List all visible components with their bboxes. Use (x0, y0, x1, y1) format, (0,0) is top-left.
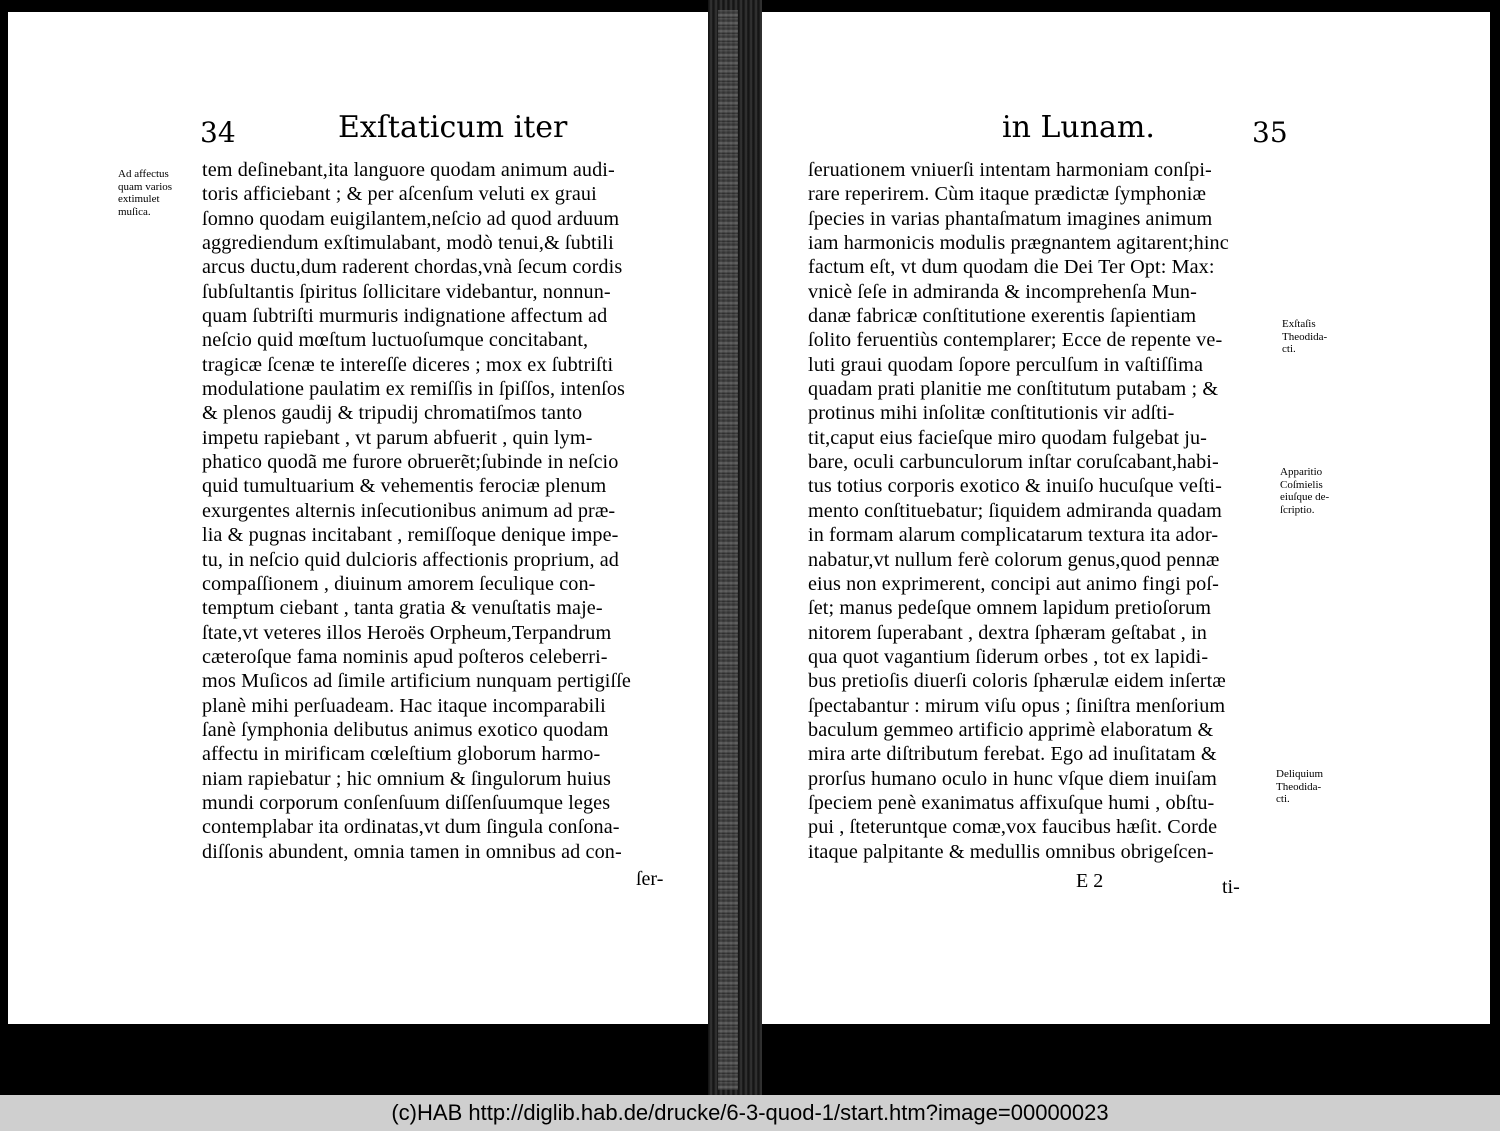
text-line: ſpecies in varias phantaſmatum imagines animum (808, 207, 1213, 230)
right-margin-note-extasis (1282, 318, 1327, 356)
text-line: lia & pugnas incitabant , remiſſoque denique impe- (202, 524, 619, 547)
margin-note-line: Coſmielis (1280, 478, 1323, 491)
margin-note-line: quam varios (118, 180, 173, 193)
text-line: nitorem ſuperabant , dextra ſphæram geſtabat , in (808, 621, 1207, 644)
text-line: ſanè ſymphonia delibutus animus exotico quodam (202, 718, 609, 741)
text-line: quam ſubtriſti murmuris indignatione affectum ad (202, 305, 608, 328)
text-line: bare, oculi carbunculorum inſtar coruſcabant,habi- (808, 451, 1219, 474)
right-catchword: ti- (1222, 876, 1240, 898)
right-body-text (808, 158, 1229, 864)
text-line: luti graui quodam ſopore perculſum in vaſtiſſima (808, 353, 1204, 376)
text-line: baculum gemmeo artificio apprimè elaboratum & (808, 718, 1214, 741)
text-line: mira arte diſtributum ferebat. Ego ad inuſitatam & (808, 743, 1217, 766)
text-line: toris afficiebant ; & per aſcenſum veluti ex graui (202, 183, 597, 206)
text-line: in formam alarum complicatarum textura ita ador- (808, 524, 1219, 547)
text-line: ſtate,vt veteres illos Heroës Orpheum,Terpandrum (202, 621, 612, 644)
text-line: affectu in mirificam cœleſtium globorum harmo- (202, 743, 601, 766)
gutter-texture (718, 10, 738, 1090)
text-line: tus totius corporis exotico & inuiſo hucuſque veſti- (808, 475, 1222, 498)
signature-mark: E 2 (1076, 870, 1104, 892)
text-line: nabatur,vt nullum ferè colorum genus,quod pennæ (808, 548, 1220, 571)
text-line: mento conſtituebatur; ſiquidem admiranda quadam (808, 499, 1222, 522)
margin-note-line: cti. (1276, 793, 1290, 805)
text-line: qua quot vagantium ſiderum orbes , tot ex lapidi- (808, 645, 1209, 668)
text-line: ſeruationem vniuerſi intentam harmoniam conſpi- (808, 159, 1212, 181)
margin-note-line: eiuſque de- (1280, 491, 1330, 503)
text-line: eius non exprimerent, concipi aut animo fingi poſ- (808, 572, 1219, 595)
text-line: rare reperirem. Cùm itaque prædictæ ſymphoniæ (808, 183, 1207, 206)
text-line: prorſus humano oculo in hunc vſque diem inuiſam (808, 767, 1217, 790)
text-line: ſpectabantur : mirum viſu opus ; ſiniſtra menſorium (808, 694, 1226, 717)
text-line: niam rapiebatur ; hic omnium & ſingulorum huius (202, 767, 611, 790)
text-line: ſomno quodam euigilantem,neſcio ad quod arduum (202, 207, 620, 230)
left-running-head: Exſtaticum iter (338, 110, 568, 145)
text-line: quadam prati planitie me conſtitutum putabam ; & (808, 378, 1219, 401)
text-line: cæteroſque fama nominis apud poſteros celeberri- (202, 645, 608, 668)
text-line: modulatione paulatim ex remiſſis in ſpiſſos, intenſos (202, 378, 626, 401)
text-line: & plenos gaudij & tripudij chromatiſmos tanto (202, 402, 583, 425)
text-line: protinus mihi inſolitæ conſtitutionis vir adſti- (808, 402, 1175, 425)
margin-note-line: Ad affectus (118, 168, 169, 180)
text-line: mundi corporum conſenſuum diſſenſuumque leges (202, 791, 611, 814)
right-running-head: in Lunam. (1002, 110, 1155, 145)
text-line: contemplabar ita ordinatas,vt dum ſingula conſona- (202, 816, 620, 839)
text-line: iam harmonicis modulis prægnantem agitarent;hinc (808, 232, 1229, 255)
text-line: tu, in neſcio quid dulcioris affectionis proprium, ad (202, 548, 620, 571)
left-catchword: ſer- (636, 868, 664, 890)
left-body-text (202, 158, 631, 864)
text-line: diſſonis abundent, omnia tamen in omnibus ad con- (202, 840, 622, 863)
text-line: temptum ciebant , tanta gratia & venuſtatis maje- (202, 597, 603, 620)
copyright-footer: (c)HAB http://diglib.hab.de/drucke/6-3-quod-1/start.htm?image=00000023 (0, 1095, 1500, 1131)
right-margin-note-deliquium (1276, 768, 1323, 806)
text-line: pui , ſteteruntque comæ,vox faucibus hæſit. Corde (808, 816, 1218, 839)
text-line: tem deſinebant,ita languore quodam animum audi- (202, 159, 615, 181)
margin-note-line: cti. (1282, 343, 1296, 355)
text-line: exurgentes alternis inſecutionibus animum ad præ- (202, 499, 616, 522)
margin-note-line: muſica. (118, 205, 151, 218)
text-line: factum eſt, vt dum quodam die Dei Ter Opt: Max: (808, 256, 1215, 279)
text-line: impetu rapiebant , vt parum abfuerit , quin lym- (202, 426, 593, 449)
text-line: tragicæ ſcenæ te intereſſe diceres ; mox ex ſubtriſti (202, 353, 614, 376)
text-line: danæ fabricæ conſtitutione exerentis ſapientiam (808, 305, 1197, 328)
text-line: vnicè ſeſe in admiranda & incomprehenſa Mun- (808, 280, 1197, 303)
margin-note-line: Apparitio (1280, 466, 1323, 478)
text-line: planè mihi perſuadeam. Hac itaque incomparabili (202, 694, 606, 717)
left-page (8, 12, 708, 1024)
left-page-number: 34 (200, 116, 236, 149)
text-line: itaque palpitante & medullis omnibus obrigeſcen- (808, 840, 1214, 863)
text-line: ſolito feruentiùs contemplarer; Ecce de repente ve- (808, 329, 1223, 352)
left-margin-note (118, 168, 172, 218)
text-line: mos Muſicos ad ſimile artificium nunquam pertigiſſe (202, 670, 631, 693)
text-line: ſubſultantis ſpiritus ſollicitare videbantur, nonnun- (202, 280, 611, 303)
text-line: ſet; manus pedeſque omnem lapidum pretioſorum (808, 597, 1212, 620)
text-line: aggrediendum exſtimulabant, modò tenui,& ſubtili (202, 232, 614, 255)
text-line: arcus ductu,dum raderent chordas,vnà ſecum cordis (202, 256, 623, 279)
right-page-number: 35 (1252, 116, 1288, 149)
text-line: bus pretioſis diuerſi coloris ſphærulæ eidem inſertæ (808, 670, 1226, 693)
text-line: quid tumultuarium & vehementis ferociæ plenum (202, 475, 607, 498)
margin-note-line: Exſtaſis (1282, 318, 1316, 330)
margin-note-line: Theodida- (1276, 780, 1322, 793)
margin-note-line: Theodida- (1282, 330, 1328, 343)
text-line: phatico quodã me furore obruerẽt;ſubinde in neſcio (202, 451, 619, 474)
margin-note-line: Deliquium (1276, 768, 1324, 780)
text-line: tit,caput eius facieſque miro quodam fulgebat ju- (808, 426, 1207, 449)
right-page (762, 12, 1490, 1024)
text-line: compaſſionem , diuinum amorem ſeculique con- (202, 572, 596, 595)
margin-note-line: ſcriptio. (1280, 503, 1315, 516)
margin-note-line: extimulet (118, 193, 160, 205)
text-line: neſcio quid mœſtum luctuoſumque concitabant, (202, 329, 589, 352)
right-margin-note-apparitio (1280, 466, 1329, 516)
text-line: ſpeciem penè exanimatus affixuſque humi , obſtu- (808, 791, 1215, 814)
